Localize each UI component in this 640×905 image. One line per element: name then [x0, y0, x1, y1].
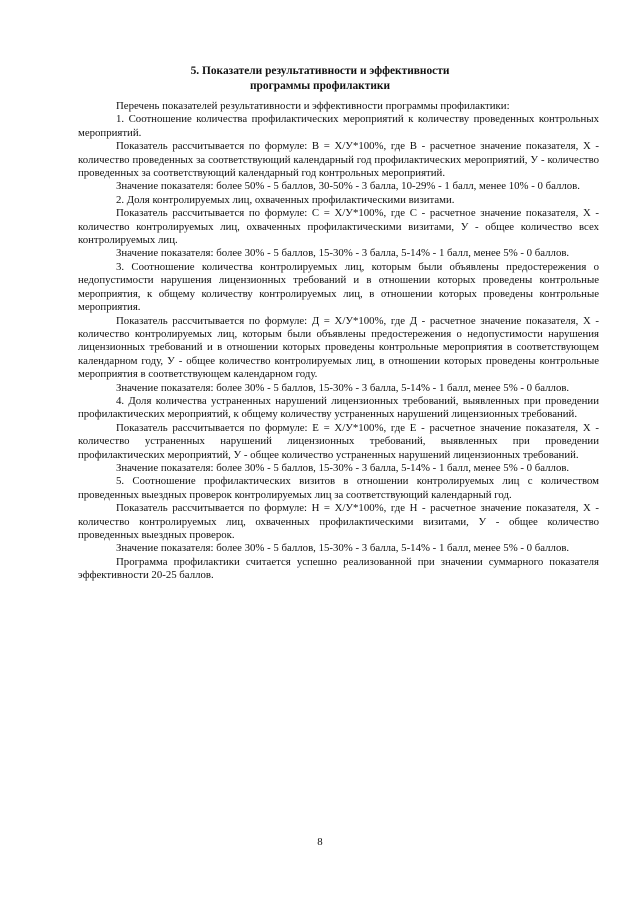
indicator-1-heading: 1. Соотношение количества профилактических мероприятий к количеству проведенных контрольных мероприятий.: [78, 113, 599, 139]
section-title: [0, 64, 640, 94]
indicator-4-heading: 4. Доля количества устраненных нарушений лицензионных требований, выявленных при проведении профилактических мероприятий, к общему количеству устраненных нарушений лицензионных требований.: [78, 394, 599, 421]
indicator-4-scoring: Значение показателя: более 30% - 5 баллов, 15-30% - 3 балла, 5-14% - 1 балл, менее 5% - 0 баллов.: [116, 461, 570, 474]
indicator-5-heading: 5. Соотношение профилактических визитов в отношении контролируемых лиц с количеством проведенных выездных проверок контролируемых лиц за соответствующий календарный год.: [78, 475, 599, 501]
indicator-2-formula: Показатель рассчитывается по формуле: С = Х/У*100%, где С - расчетное значение показателя, Х - количество контролируемых лиц, охваченных профилактическими визитами, У - общее количество всех контролируемых лиц.: [78, 207, 599, 247]
indicator-1-scoring: Значение показателя: более 50% - 5 баллов, 30-50% - 3 балла, 10-29% - 1 балл, менее 10% - 0 баллов.: [116, 180, 580, 193]
conclusion-paragraph: Программа профилактики считается успешно реализованной при значении суммарного показателя эффективности 20-25 баллов.: [78, 555, 599, 582]
indicator-3-formula: Показатель рассчитывается по формуле: Д = Х/У*100%, где Д - расчетное значение показателя, Х - количество контролируемых лиц, которым были объявлены предостережения о недопустимости нарушения лицензионных требований и в отношении которых проведены контрольные мероприятия в соответствующем календарном году, У - общее количество контролируемых лиц, в отношении которых проведены контрольные мероприятия в соответствующем календарном году.: [78, 314, 599, 381]
document-body: [78, 100, 599, 583]
intro-paragraph: Перечень показателей результативности и эффективности программы профилактики:: [116, 100, 510, 112]
indicator-2-heading: 2. Доля контролируемых лиц, охваченных профилактическими визитами.: [116, 193, 455, 206]
section-title-line-1: 5. Показатели результативности и эффективности: [190, 65, 450, 77]
indicator-4-formula: Показатель рассчитывается по формуле: Е = Х/У*100%, где Е - расчетное значение показателя, Х - количество устраненных нарушений лицензионных требований, выявленных при проведении профилактических мероприятий, У - общее количество устраненных нарушений лицензионных требований.: [78, 421, 599, 461]
indicator-5-formula: Показатель рассчитывается по формуле: Н = Х/У*100%, где Н - расчетное значение показателя, Х - количество контролируемых лиц, охваченных профилактическими визитами, У - общее количество проведенных выездных проверок.: [78, 502, 599, 541]
indicator-3-scoring: Значение показателя: более 30% - 5 баллов, 15-30% - 3 балла, 5-14% - 1 балл, менее 5% - 0 баллов.: [116, 381, 570, 394]
indicator-3-heading: 3. Соотношение количества контролируемых лиц, которым были объявлены предостережения о недопустимости нарушения лицензионных требований и в отношении которых проведены контрольные мероприятия, к общему количеству контролируемых лиц, в отношении которых проведены контрольные мероприятия.: [78, 260, 599, 314]
indicator-2-scoring: Значение показателя: более 30% - 5 баллов, 15-30% - 3 балла, 5-14% - 1 балл, менее 5% - 0 баллов.: [116, 247, 570, 260]
page-number: 8: [317, 836, 323, 848]
indicator-5-scoring: Значение показателя: более 30% - 5 баллов, 15-30% - 3 балла, 5-14% - 1 балл, менее 5% - 0 баллов.: [116, 542, 570, 555]
section-title-line-2: программы профилактики: [249, 80, 391, 92]
indicator-1-formula: Показатель рассчитывается по формуле: В = Х/У*100%, где В - расчетное значение показателя, Х - количество проведенных за соответствующий календарный год профилактических мероприятий, У - количество проведенных за соответствующий календарный год контрольных мероприятий.: [78, 140, 599, 180]
